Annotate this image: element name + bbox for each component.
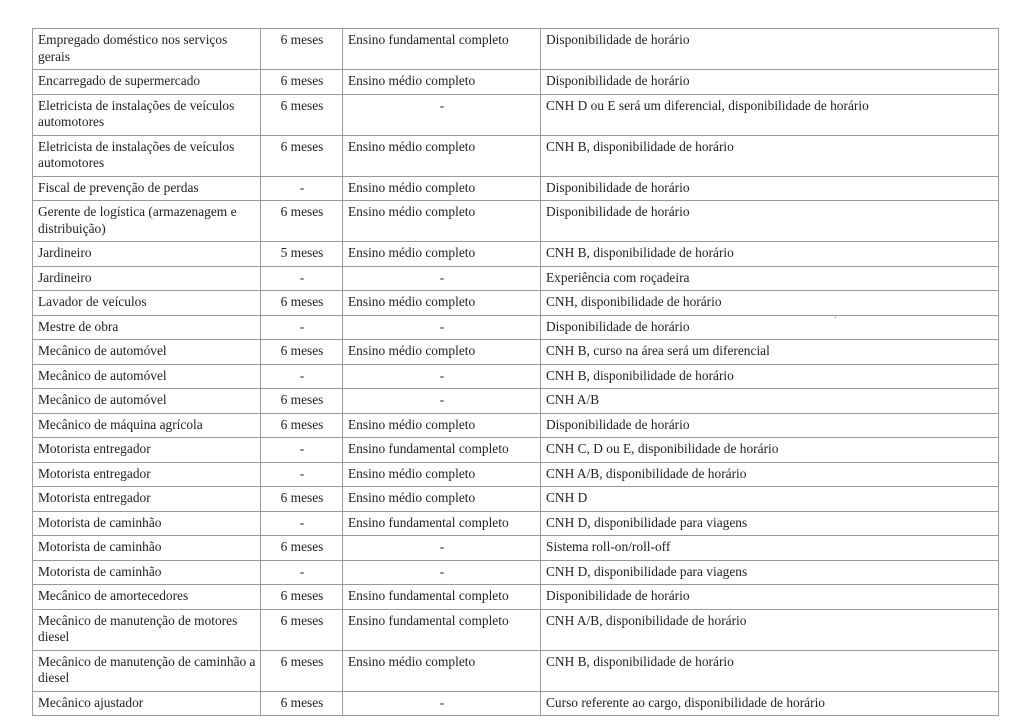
table-row xyxy=(33,691,999,716)
education-cell: - xyxy=(343,315,541,340)
job-title-cell: Mecânico ajustador xyxy=(33,691,261,716)
education-cell: Ensino médio completo xyxy=(343,650,541,691)
table-row xyxy=(33,511,999,536)
education-cell: - xyxy=(343,364,541,389)
table-row xyxy=(33,650,999,691)
job-title-cell: Mecânico de amortecedores xyxy=(33,585,261,610)
job-title-cell: Jardineiro xyxy=(33,242,261,267)
table-row xyxy=(33,438,999,463)
job-title-cell: Empregado doméstico nos serviços gerais xyxy=(33,29,261,70)
education-cell: Ensino fundamental completo xyxy=(343,609,541,650)
table-row xyxy=(33,94,999,135)
requirements-cell: Experiência com roçadeira xyxy=(541,266,999,291)
table-row xyxy=(33,340,999,365)
table-row xyxy=(33,135,999,176)
requirements-cell: Disponibilidade de horário xyxy=(541,29,999,70)
requirements-cell: CNH D ou E será um diferencial, disponibilidade de horário xyxy=(541,94,999,135)
experience-cell: 6 meses xyxy=(261,650,343,691)
table-row xyxy=(33,70,999,95)
job-title-cell: Mecânico de manutenção de motores diesel xyxy=(33,609,261,650)
experience-cell: - xyxy=(261,560,343,585)
table-row xyxy=(33,487,999,512)
job-title-cell: Motorista de caminhão xyxy=(33,560,261,585)
job-title-cell: Motorista entregador xyxy=(33,438,261,463)
table-row xyxy=(33,266,999,291)
experience-cell: 6 meses xyxy=(261,340,343,365)
job-title-cell: Fiscal de prevenção de perdas xyxy=(33,176,261,201)
job-title-cell: Mecânico de automóvel xyxy=(33,364,261,389)
experience-cell: 6 meses xyxy=(261,70,343,95)
experience-cell: 6 meses xyxy=(261,201,343,242)
experience-cell: 5 meses xyxy=(261,242,343,267)
job-title-cell: Encarregado de supermercado xyxy=(33,70,261,95)
requirements-cell: CNH D xyxy=(541,487,999,512)
table-row xyxy=(33,560,999,585)
education-cell: Ensino médio completo xyxy=(343,201,541,242)
experience-cell: - xyxy=(261,176,343,201)
requirements-cell: CNH B, curso na área será um diferencial xyxy=(541,340,999,365)
education-cell: Ensino médio completo xyxy=(343,462,541,487)
education-cell: - xyxy=(343,389,541,414)
table-row xyxy=(33,536,999,561)
job-title-cell: Eletricista de instalações de veículos automotores xyxy=(33,135,261,176)
job-title-cell: Mecânico de automóvel xyxy=(33,340,261,365)
job-title-cell: Mecânico de automóvel xyxy=(33,389,261,414)
scan-speck xyxy=(835,317,836,318)
requirements-cell: Curso referente ao cargo, disponibilidade de horário xyxy=(541,691,999,716)
table-body xyxy=(33,29,999,716)
education-cell: - xyxy=(343,536,541,561)
table-row xyxy=(33,389,999,414)
education-cell: Ensino fundamental completo xyxy=(343,29,541,70)
job-title-cell: Mecânico de manutenção de caminhão a diesel xyxy=(33,650,261,691)
table-row xyxy=(33,176,999,201)
requirements-cell: Disponibilidade de horário xyxy=(541,413,999,438)
requirements-cell: CNH C, D ou E, disponibilidade de horário xyxy=(541,438,999,463)
job-title-cell: Eletricista de instalações de veículos automotores xyxy=(33,94,261,135)
education-cell: - xyxy=(343,266,541,291)
experience-cell: 6 meses xyxy=(261,389,343,414)
education-cell: Ensino médio completo xyxy=(343,340,541,365)
education-cell: Ensino fundamental completo xyxy=(343,438,541,463)
experience-cell: - xyxy=(261,315,343,340)
experience-cell: - xyxy=(261,462,343,487)
education-cell: Ensino fundamental completo xyxy=(343,585,541,610)
requirements-cell: Disponibilidade de horário xyxy=(541,585,999,610)
requirements-cell: CNH A/B xyxy=(541,389,999,414)
education-cell: Ensino médio completo xyxy=(343,70,541,95)
education-cell: - xyxy=(343,560,541,585)
table-row xyxy=(33,291,999,316)
table-row xyxy=(33,609,999,650)
experience-cell: 6 meses xyxy=(261,609,343,650)
job-openings-table xyxy=(32,28,999,716)
requirements-cell: CNH A/B, disponibilidade de horário xyxy=(541,609,999,650)
education-cell: Ensino médio completo xyxy=(343,487,541,512)
education-cell: Ensino médio completo xyxy=(343,176,541,201)
experience-cell: 6 meses xyxy=(261,487,343,512)
job-title-cell: Lavador de veículos xyxy=(33,291,261,316)
experience-cell: - xyxy=(261,438,343,463)
experience-cell: - xyxy=(261,511,343,536)
job-title-cell: Mecânico de máquina agrícola xyxy=(33,413,261,438)
experience-cell: - xyxy=(261,364,343,389)
education-cell: Ensino fundamental completo xyxy=(343,511,541,536)
education-cell: Ensino médio completo xyxy=(343,291,541,316)
experience-cell: 6 meses xyxy=(261,691,343,716)
requirements-cell: Sistema roll-on/roll-off xyxy=(541,536,999,561)
requirements-cell: CNH D, disponibilidade para viagens xyxy=(541,560,999,585)
experience-cell: 6 meses xyxy=(261,413,343,438)
requirements-cell: CNH B, disponibilidade de horário xyxy=(541,135,999,176)
requirements-cell: Disponibilidade de horário xyxy=(541,315,999,340)
table-row xyxy=(33,201,999,242)
education-cell: Ensino médio completo xyxy=(343,135,541,176)
requirements-cell: Disponibilidade de horário xyxy=(541,176,999,201)
requirements-cell: Disponibilidade de horário xyxy=(541,70,999,95)
experience-cell: 6 meses xyxy=(261,585,343,610)
education-cell: - xyxy=(343,94,541,135)
job-title-cell: Motorista entregador xyxy=(33,487,261,512)
education-cell: Ensino médio completo xyxy=(343,413,541,438)
table-row xyxy=(33,315,999,340)
job-title-cell: Motorista de caminhão xyxy=(33,536,261,561)
job-title-cell: Mestre de obra xyxy=(33,315,261,340)
job-title-cell: Gerente de logística (armazenagem e distribuição) xyxy=(33,201,261,242)
job-title-cell: Motorista de caminhão xyxy=(33,511,261,536)
requirements-cell: CNH, disponibilidade de horário xyxy=(541,291,999,316)
experience-cell: 6 meses xyxy=(261,135,343,176)
experience-cell: 6 meses xyxy=(261,29,343,70)
requirements-cell: Disponibilidade de horário xyxy=(541,201,999,242)
education-cell: Ensino médio completo xyxy=(343,242,541,267)
requirements-cell: CNH A/B, disponibilidade de horário xyxy=(541,462,999,487)
table-row xyxy=(33,585,999,610)
table-row xyxy=(33,242,999,267)
requirements-cell: CNH B, disponibilidade de horário xyxy=(541,242,999,267)
experience-cell: - xyxy=(261,266,343,291)
table-row xyxy=(33,413,999,438)
requirements-cell: CNH B, disponibilidade de horário xyxy=(541,650,999,691)
job-title-cell: Motorista entregador xyxy=(33,462,261,487)
education-cell: - xyxy=(343,691,541,716)
experience-cell: 6 meses xyxy=(261,94,343,135)
job-title-cell: Jardineiro xyxy=(33,266,261,291)
requirements-cell: CNH D, disponibilidade para viagens xyxy=(541,511,999,536)
requirements-cell: CNH B, disponibilidade de horário xyxy=(541,364,999,389)
table-row xyxy=(33,364,999,389)
table-row xyxy=(33,462,999,487)
experience-cell: 6 meses xyxy=(261,536,343,561)
experience-cell: 6 meses xyxy=(261,291,343,316)
table-row xyxy=(33,29,999,70)
